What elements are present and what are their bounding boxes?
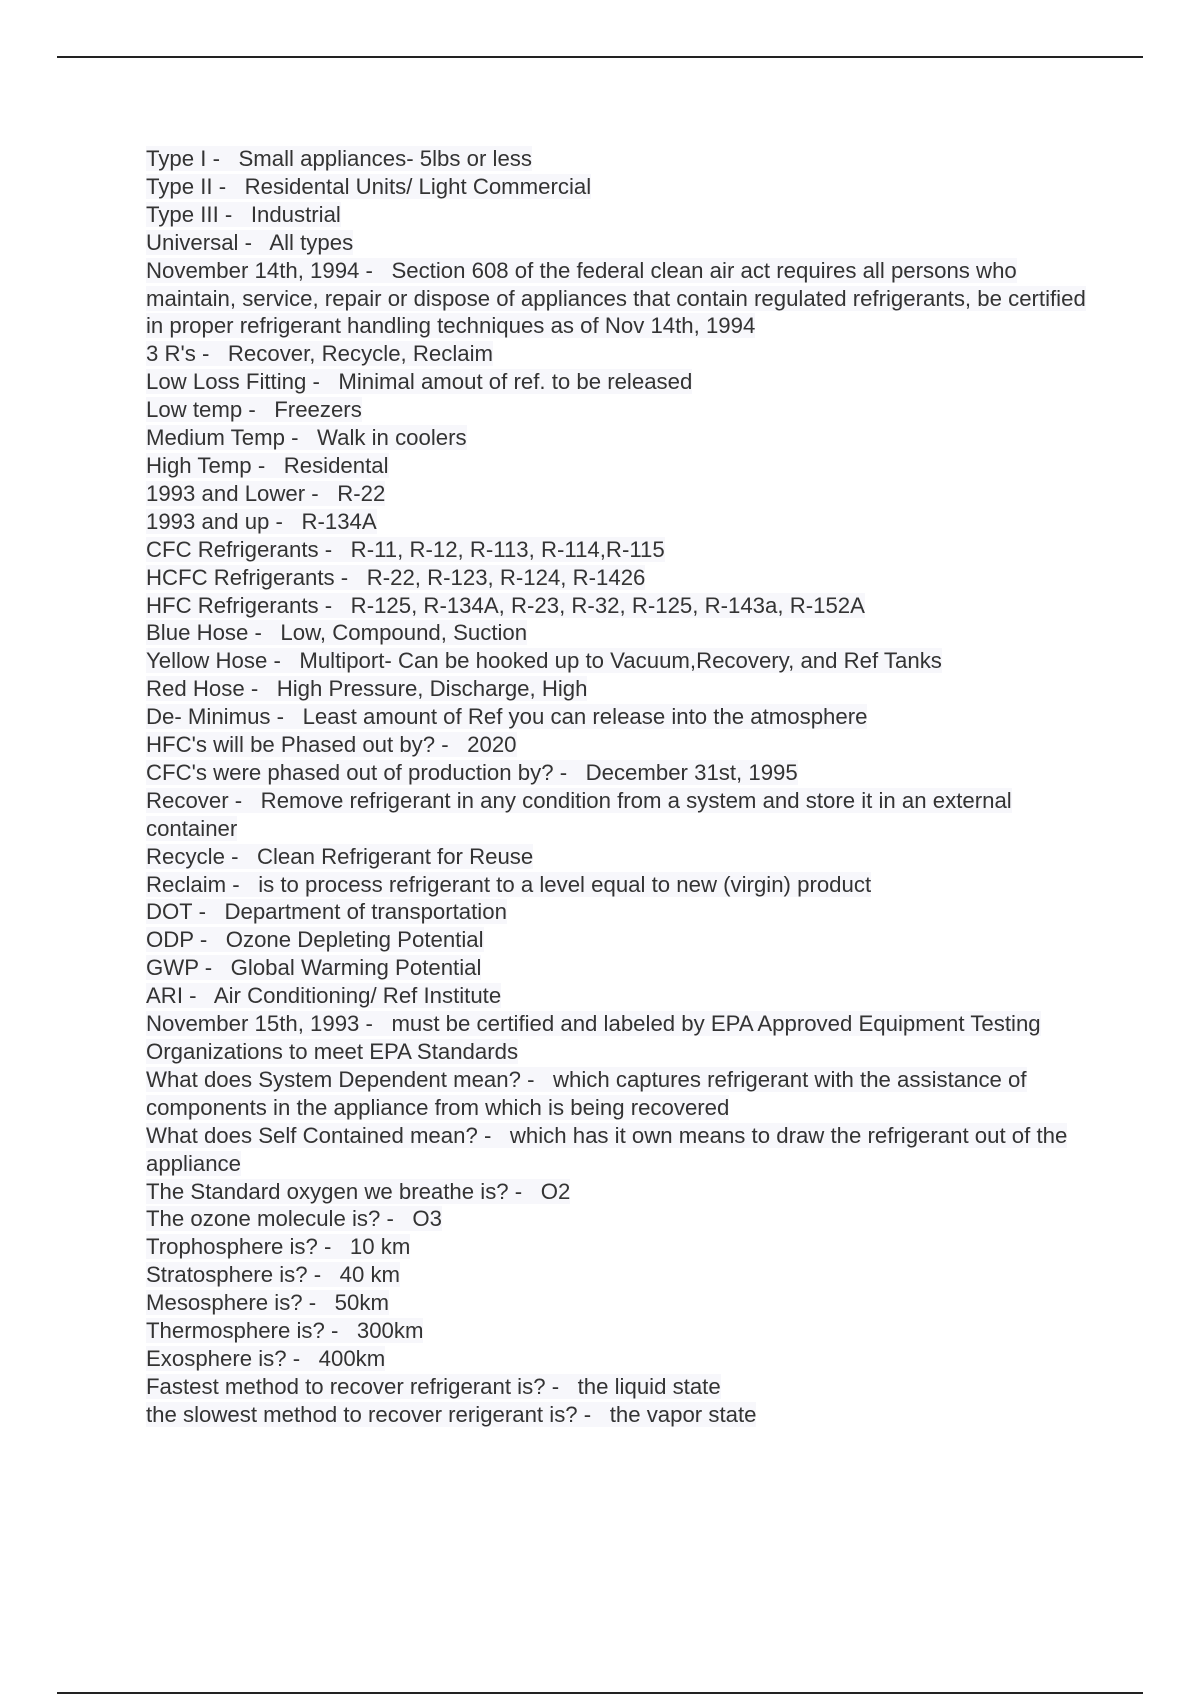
entry-definition: 40 km [339,1262,401,1288]
entry-definition: the liquid state [577,1373,721,1399]
flashcard-entry [146,480,1106,508]
entry-separator: - [195,341,228,367]
flashcard-entry [146,508,1106,536]
flashcard-entry [146,592,1106,620]
entry-term: CFC's were phased out of production by? [146,759,554,785]
entry-separator: - [248,620,281,646]
entry-separator: - [508,1178,541,1204]
entry-definition: 300km [356,1318,424,1344]
flashcard-entry [146,340,1106,368]
flashcard-entry [146,954,1106,982]
entry-term: ODP [146,927,194,953]
flashcard-entry [146,145,1106,173]
entry-term: High Temp [146,452,252,478]
entry-separator: - [284,425,317,451]
entry-term: HFC's will be Phased out by? [146,732,436,758]
flashcard-entry [146,1233,1106,1261]
entry-definition: Recover, Recycle, Reclaim [227,341,494,367]
entry-term: 1993 and up [146,508,270,534]
entry-term: Medium Temp [146,425,285,451]
entry-definition: Residental [283,452,389,478]
entry-separator: - [270,704,303,730]
flashcard-entry [146,396,1106,424]
entry-definition: R-22, R-123, R-124, R-1426 [366,564,646,590]
entry-term: Stratosphere is? [146,1262,308,1288]
entry-separator: - [242,397,275,423]
flashcard-entry [146,173,1106,201]
entry-term: Red Hose [146,676,245,702]
entry-separator: - [435,732,468,758]
entry-separator: - [212,173,245,199]
entry-definition: Low, Compound, Suction [280,620,528,646]
entry-term: Type III [146,201,219,227]
entry-term: the slowest method to recover rerigerant is? [146,1401,578,1427]
flashcard-entry [146,982,1106,1010]
entry-definition: 10 km [349,1234,411,1260]
entry-definition: R-22 [337,480,386,506]
entry-separator: - [218,201,251,227]
flashcard-entry [146,675,1106,703]
entry-definition: Industrial [250,201,341,227]
entry-separator: - [192,899,225,925]
entry-separator: - [238,229,270,255]
entry-separator: - [198,955,231,981]
entry-separator: - [577,1401,610,1427]
flashcard-entry [146,759,1106,787]
entry-separator: - [359,257,392,283]
entry-definition: R-134A [301,508,377,534]
flashcard-entry [146,424,1106,452]
entry-term: November 15th, 1993 [146,1011,360,1037]
entry-definition: Clean Refrigerant for Reuse [256,843,534,869]
footer-rule [57,1692,1143,1694]
entry-term: HFC Refrigerants [146,592,319,618]
flashcard-entry [146,731,1106,759]
entry-separator: - [305,480,338,506]
flashcard-entry [146,1066,1106,1122]
flashcard-entry [146,1401,1106,1429]
flashcard-entry [146,898,1106,926]
entry-definition: Walk in coolers [316,425,467,451]
entry-term: Mesosphere is? [146,1290,303,1316]
entry-term: Trophosphere is? [146,1234,318,1260]
entry-definition: Air Conditioning/ Ref Institute [213,983,502,1009]
entry-definition: O2 [540,1178,571,1204]
flashcard-entry [146,368,1106,396]
entry-definition: Freezers [274,397,362,423]
flashcard-entry [146,926,1106,954]
entry-term: 1993 and Lower [146,480,306,506]
entry-separator: - [307,1262,340,1288]
entry-separator: - [318,536,351,562]
flashcard-entry [146,1317,1106,1345]
entry-term: Blue Hose [146,620,249,646]
entry-separator: - [193,927,226,953]
entry-separator: - [317,1234,350,1260]
entry-definition: Minimal amout of ref. to be released [338,369,693,395]
entry-definition: must be certified and labeled by EPA Approved Equipment Testing Organizations to meet EPA Standards [146,1011,1041,1064]
entry-term: The ozone molecule is? [146,1206,381,1232]
entry-definition: Remove refrigerant in any condition from a system and store it in an external container [146,787,1012,841]
entry-term: Low temp [146,397,243,423]
entry-term: De- Minimus [146,704,271,730]
entry-separator: - [324,1318,357,1344]
entry-term: HCFC Refrigerants [146,564,335,590]
flashcard-entry [146,201,1106,229]
entry-term: DOT [146,899,193,925]
entry-separator: - [553,759,586,785]
entry-separator: - [318,592,351,618]
flashcard-entry [146,1010,1106,1066]
entry-separator: - [183,983,214,1009]
flashcard-entry [146,1373,1106,1401]
entry-separator: - [206,146,239,171]
entry-separator: - [228,787,261,813]
flashcard-entry [146,257,1106,341]
flashcard-entry [146,1261,1106,1289]
entry-term: Type I [146,146,207,171]
flashcard-entry [146,703,1106,731]
flashcard-entry [146,564,1106,592]
entry-term: Exosphere is? [146,1345,287,1371]
entry-separator: - [269,508,302,534]
entry-separator: - [302,1290,335,1316]
entry-definition: Ozone Depleting Potential [225,927,484,953]
flashcard-entry [146,1289,1106,1317]
entry-definition: R-11, R-12, R-113, R-114,R-115 [350,536,665,562]
entry-term: What does System Dependent mean? [146,1066,521,1092]
entry-definition: which captures refrigerant with the assistance of components in the appliance from which is being recovered [146,1066,1027,1120]
entry-definition: High Pressure, Discharge, High [276,676,588,702]
entry-term: Fastest method to recover refrigerant is? [146,1373,546,1399]
entry-term: The Standard oxygen we breathe is? [146,1178,509,1204]
entry-term: Reclaim [146,871,227,897]
entry-term: Thermosphere is? [146,1318,325,1344]
entry-definition: Small appliances- 5lbs or less [238,146,532,171]
flashcard-entry [146,536,1106,564]
entry-definition: Section 608 of the federal clean air act requires all persons who maintain, service, repair or dispose of appliances that contain regulated refrigerants, be certified in proper refrigerant handling techniques as of Nov 14th, 1994 [146,257,1086,339]
entry-definition: 2020 [467,732,517,758]
entry-separator: - [244,676,277,702]
entry-term: Type II [146,173,213,199]
entry-definition: O3 [412,1206,442,1232]
entry-definition: December 31st, 1995 [585,759,798,785]
entry-separator: - [334,564,367,590]
entry-definition: All types [269,229,354,255]
entry-term: What does Self Contained mean? [146,1122,478,1148]
entry-definition: the vapor state [609,1401,757,1427]
entry-term: Recover [146,787,229,813]
entry-separator: - [477,1122,510,1148]
entry-separator: - [520,1066,553,1092]
entry-term: GWP [146,955,199,981]
header-rule [57,56,1143,58]
flashcard-entry [146,619,1106,647]
entry-term: Yellow Hose [146,648,268,674]
entry-separator: - [359,1011,392,1037]
entry-separator: - [226,871,259,897]
flashcard-list [146,145,1106,1429]
flashcard-entry [146,1205,1106,1233]
entry-term: Low Loss Fitting [146,369,307,395]
flashcard-entry [146,1178,1106,1206]
flashcard-entry [146,843,1106,871]
entry-definition: 400km [318,1345,386,1371]
entry-separator: - [286,1345,319,1371]
entry-term: Universal [146,229,239,255]
entry-term: November 14th, 1994 [146,257,360,283]
entry-definition: Department of transportation [224,899,507,925]
entry-definition: Global Warming Potential [230,955,482,981]
entry-separator: - [224,843,257,869]
entry-definition: which has it own means to draw the refrigerant out of the appliance [146,1122,1068,1176]
flashcard-entry [146,787,1106,843]
entry-separator: - [251,452,284,478]
entry-term: ARI [146,983,183,1009]
flashcard-entry [146,229,1106,257]
entry-definition: R-125, R-134A, R-23, R-32, R-125, R-143a, R-152A [350,592,865,618]
entry-definition: Least amount of Ref you can release into the atmosphere [302,704,868,730]
flashcard-entry [146,452,1106,480]
entry-separator: - [306,369,339,395]
flashcard-entry [146,1345,1106,1373]
entry-definition: is to process refrigerant to a level equal to new (virgin) product [258,871,872,897]
flashcard-entry [146,1122,1106,1178]
flashcard-entry [146,647,1106,675]
entry-term: CFC Refrigerants [146,536,319,562]
entry-separator: - [545,1373,578,1399]
entry-definition: 50km [334,1290,389,1316]
entry-term: Recycle [146,843,225,869]
entry-separator: - [267,648,300,674]
flashcard-entry [146,871,1106,899]
entry-definition: Multiport- Can be hooked up to Vacuum,Recovery, and Ref Tanks [299,648,942,674]
entry-definition: Residental Units/ Light Commercial [244,173,592,199]
entry-separator: - [380,1206,413,1232]
entry-term: 3 R's [146,341,196,367]
